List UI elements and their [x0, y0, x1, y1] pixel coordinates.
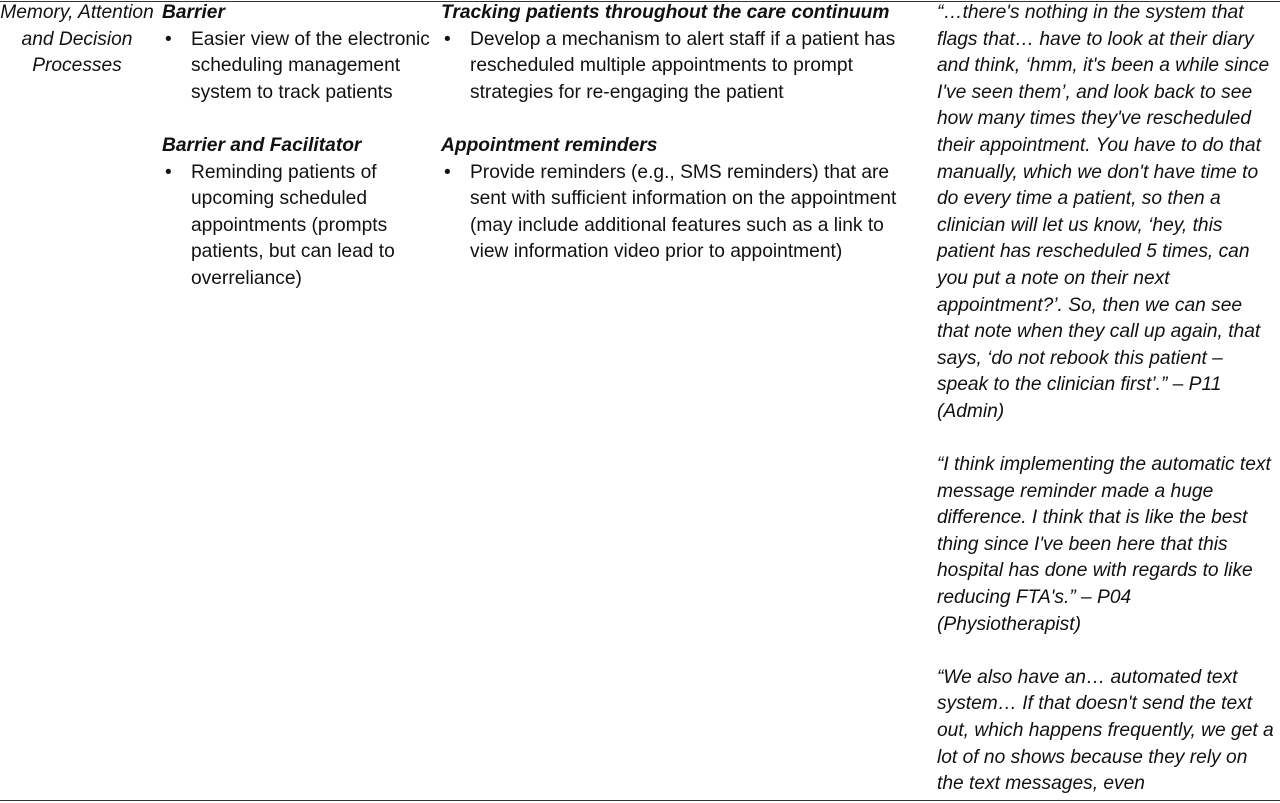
barrier-heading: Barrier: [162, 2, 225, 23]
strategy-list: [441, 27, 927, 107]
strategies-cell: [441, 0, 927, 266]
table-bottom-rule: [0, 800, 1280, 801]
spacer: [162, 106, 432, 133]
strategy-heading: Appointment reminders: [441, 134, 658, 156]
barrier-group: [162, 0, 432, 106]
domain-label: Memory, Attention and Decision Processes: [0, 2, 154, 77]
strategy-heading: Tracking patients throughout the care continuum: [441, 2, 890, 23]
participant-quote: “I think implementing the automatic text message reminder made a huge difference. I think that is like the best thing since I've been here that this hospital has done with regards to like reducing FTA's.” – P04 (Physiotherapist): [937, 454, 1271, 635]
domain-cell: [0, 0, 154, 80]
barrier-facilitator-heading: Barrier and Facilitator: [162, 134, 362, 156]
barriers-cell: [162, 0, 432, 293]
bullet-item: • Develop a mechanism to alert staff if a patient has rescheduled multiple appointments to prompt strategies for re-engaging the patient: [441, 27, 927, 107]
barrier-facilitator-group: [162, 133, 432, 293]
bullet-item: • Provide reminders (e.g., SMS reminders) that are sent with sufficient information on the appointment (may include additional features such as a link to view information video prior to appointment): [441, 160, 927, 266]
barrier-list: [162, 27, 432, 107]
participant-quote: “We also have an… automated text system… If that doesn't send the text out, which happens frequently, we get a lot of no shows because they rely on the text messages, even: [937, 666, 1274, 795]
spacer: [441, 106, 927, 133]
participant-quote: “…there's nothing in the system that flags that… have to look at their diary and think, ‘hmm, it's been a while since I've seen them’, and look back to see how many times they've rescheduled their appointment. You have to do that manually, which we don't have time to do every time a patient, so then a clinician will let us know, ‘hey, this patient has rescheduled 5 times, can you put a note on their next appointment?’. So, then we can see that note when they call up again, that says, ‘do not rebook this patient – speak to the clinician first’.” – P11 (Admin): [937, 2, 1270, 422]
bullet-item: • Easier view of the electronic scheduling management system to track patients: [162, 27, 432, 107]
strategy-group-tracking: [441, 0, 927, 106]
strategy-list: [441, 160, 927, 266]
quotes-cell: [937, 0, 1277, 798]
strategy-group-reminders: [441, 133, 927, 266]
bullet-item: • Reminding patients of upcoming scheduled appointments (prompts patients, but can lead to overreliance): [162, 160, 432, 293]
barrier-facilitator-list: [162, 160, 432, 293]
